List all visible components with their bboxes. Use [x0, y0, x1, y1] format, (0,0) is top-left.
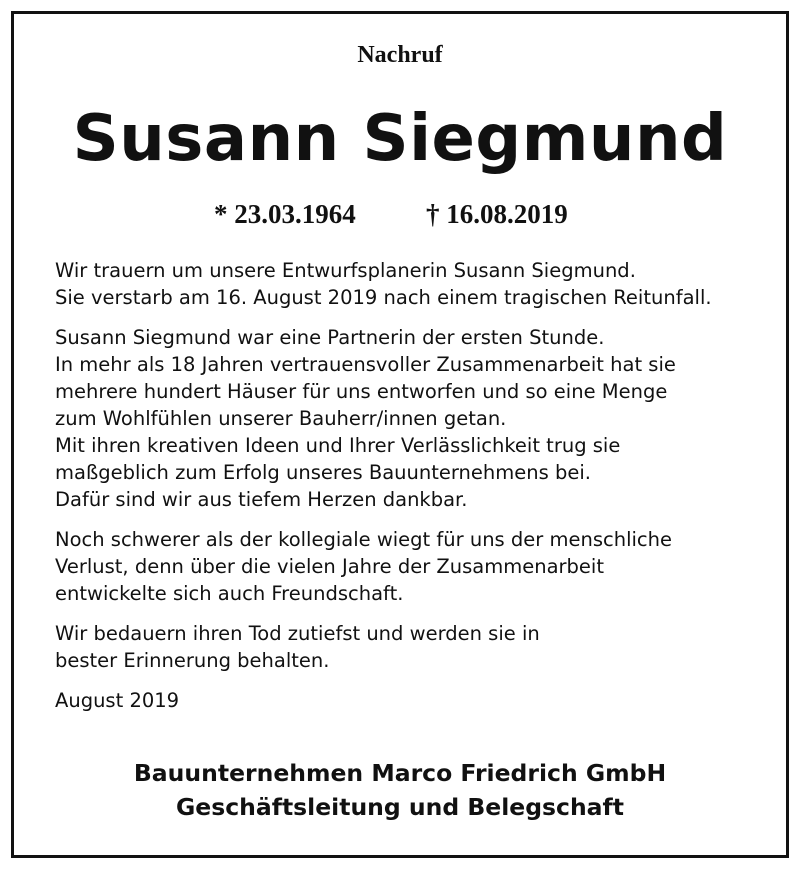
notice-label: Nachruf [357, 42, 443, 68]
paragraph [55, 620, 765, 674]
text-line: Verlust, denn über die vielen Jahre der Zusammenarbeit [55, 555, 604, 578]
text-line: Noch schwerer als der kollegiale wiegt für uns der menschliche [55, 528, 673, 551]
text-line: Sie verstarb am 16. August 2019 nach einem tragischen Reitunfall. [55, 286, 712, 309]
text-line: entwickelte sich auch Freundschaft. [55, 582, 404, 605]
paragraph [55, 257, 765, 311]
signature-block [0, 756, 800, 824]
notice-date: August 2019 [55, 689, 180, 712]
company-name: Bauunternehmen Marco Friedrich GmbH [133, 759, 667, 787]
obituary-text [55, 257, 765, 714]
text-line: maßgeblich zum Erfolg unseres Bauunternehmens bei. [55, 461, 591, 484]
paragraph [55, 324, 765, 513]
text-line: Dafür sind wir aus tiefem Herzen dankbar. [55, 488, 468, 511]
text-line: Susann Siegmund war eine Partnerin der ersten Stunde. [55, 326, 605, 349]
deceased-name: Susann Siegmund [72, 102, 728, 176]
signatory-group: Geschäftsleitung und Belegschaft [175, 793, 624, 821]
text-line: Wir bedauern ihren Tod zutiefst und werden sie in [55, 622, 540, 645]
text-line: Wir trauern um unsere Entwurfsplanerin Susann Siegmund. [55, 259, 636, 282]
birth-date: * 23.03.1964 [214, 199, 356, 229]
text-line: bester Erinnerung behalten. [55, 649, 330, 672]
text-line: zum Wohlfühlen unserer Bauherr/innen getan. [55, 407, 507, 430]
text-line: Mit ihren kreativen Ideen und Ihrer Verlässlichkeit trug sie [55, 434, 621, 457]
paragraph [55, 526, 765, 607]
text-line: In mehr als 18 Jahren vertrauensvoller Zusammenarbeit hat sie [55, 353, 676, 376]
text-line: mehrere hundert Häuser für uns entworfen und so eine Menge [55, 380, 668, 403]
death-date: † 16.08.2019 [426, 199, 568, 229]
